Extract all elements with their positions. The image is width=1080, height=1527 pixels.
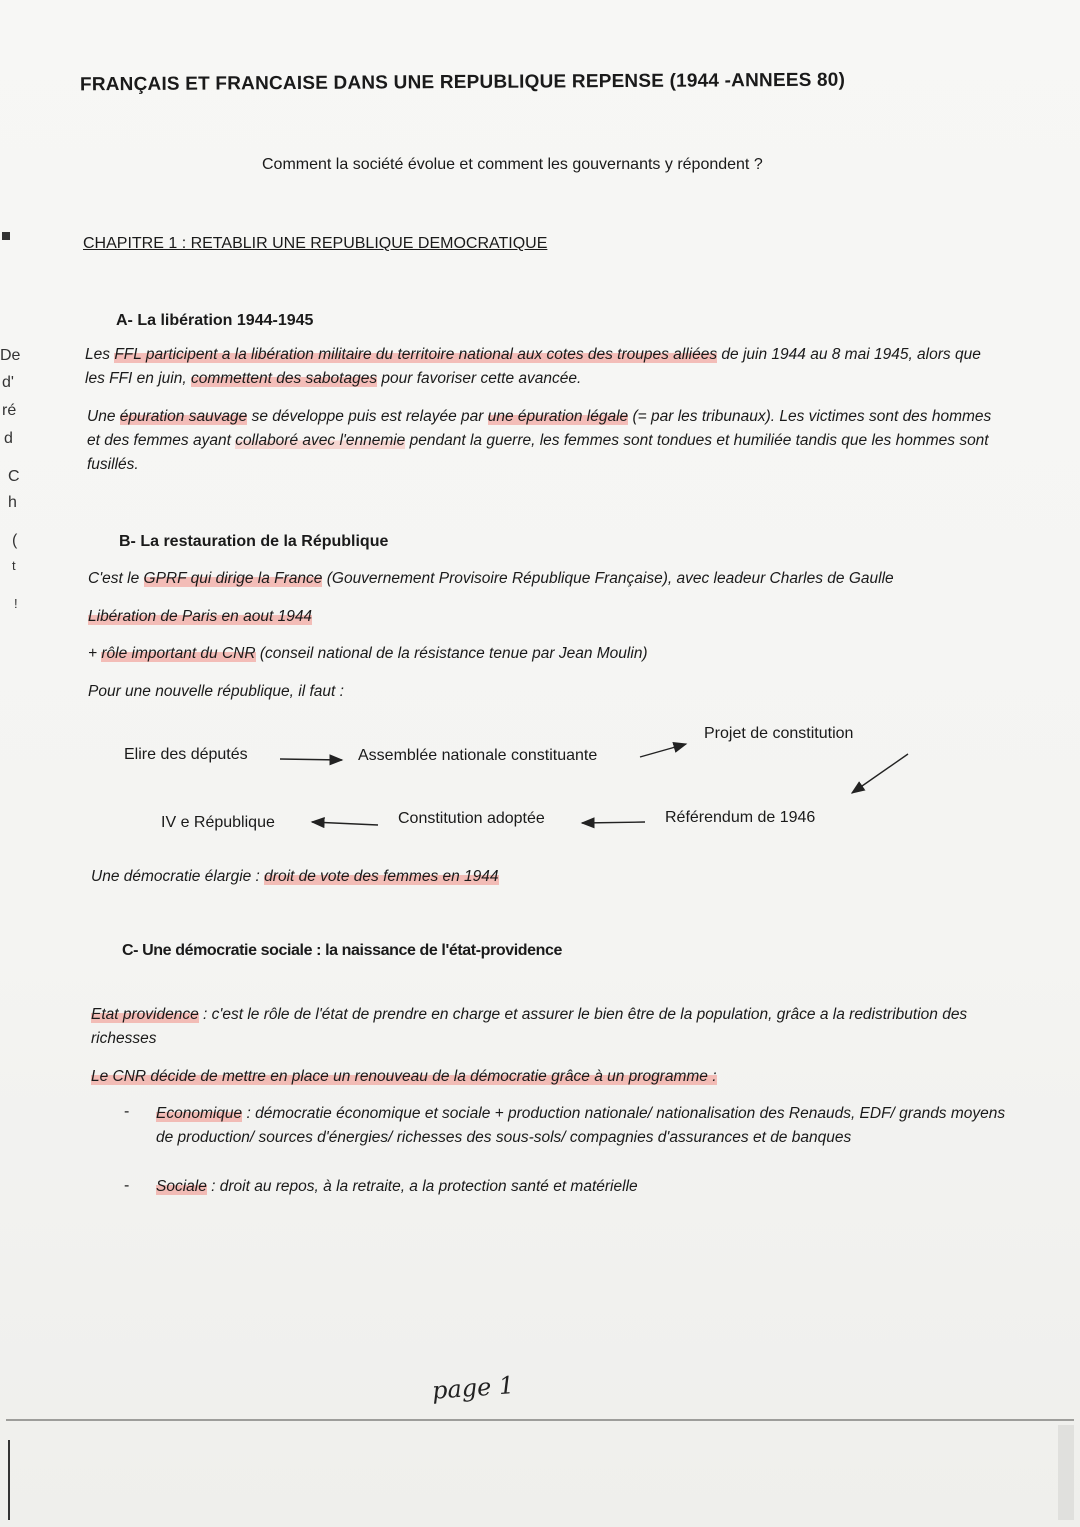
arrow-assemblee-to-projet [640, 744, 686, 757]
section-c-paragraph-2: Le CNR décide de mettre en place un renouveau de la démocratie grâce à un programme : [91, 1068, 717, 1085]
section-c-paragraph-1: Etat providence : c'est le rôle de l'état de prendre en charge et assurer le bien être de la population, grâce a la redistribution des richesses [91, 1006, 968, 1047]
arrow-projet-to-referendum [852, 754, 908, 793]
section-b-line-5: Une démocratie élargie : droit de vote des femmes en 1944 [91, 868, 499, 885]
margin-fragment: h [8, 494, 17, 511]
diagram-ive-republique: IV e République [161, 814, 275, 831]
guiding-question: Comment la société évolue et comment les gouvernants y répondent ? [262, 156, 763, 173]
section-b-line-4: Pour une nouvelle république, il faut : [88, 683, 344, 700]
page-bottom-rule [6, 1419, 1074, 1421]
diagram-assemblee: Assemblée nationale constituante [358, 747, 598, 764]
section-c-heading: C- Une démocratie sociale : la naissance de l'état-providence [122, 942, 563, 959]
bullet-dash: - [124, 1103, 130, 1120]
section-b-line-2: Libération de Paris en aout 1944 [88, 608, 313, 625]
arrow-constitution-to-republique [312, 822, 378, 825]
page-number: page 1 [431, 1371, 516, 1405]
margin-fragment: C [8, 468, 20, 485]
page-edge-line [8, 1440, 10, 1520]
arrow-referendum-to-constitution [582, 822, 645, 823]
margin-fragment: d [4, 430, 13, 447]
margin-fragment: ! [14, 596, 18, 611]
section-b-line-1: C'est le GPRF qui dirige la France (Gouvernement Provisoire République Française), avec leadeur Charles de Gaulle [88, 570, 894, 587]
document-title: FRANÇAIS ET FRANCAISE DANS UNE REPUBLIQUE REPENSE (1944 -ANNEES 80) [79, 69, 846, 96]
section-a-heading: A- La libération 1944-1945 [116, 312, 314, 329]
diagram-referendum: Référendum de 1946 [665, 809, 816, 826]
bullet-sociale: Sociale : droit au repos, à la retraite, a la protection santé et matérielle [156, 1178, 638, 1195]
section-b-line-3: + rôle important du CNR (conseil national de la résistance tenue par Jean Moulin) [88, 645, 648, 662]
section-a-paragraph-1: Les FFL participent a la libération militaire du territoire national aux cotes des troupes alliées de juin 1944 au 8 mai 1945, alors que les FFI en juin, commettent des sabotages pour favoriser cette avancée. [85, 346, 981, 387]
bullet-dash: - [124, 1177, 130, 1194]
diagram-projet-constitution: Projet de constitution [704, 725, 854, 742]
diagram-constitution-adoptee: Constitution adoptée [398, 810, 545, 827]
bullet-economique: Economique : démocratie économique et sociale + production nationale/ nationalisation des Renauds, EDF/ grands moyens de production/ sources d'énergies/ richesses des sous-sols/ compagnies d'assurances et de banques [156, 1105, 1006, 1146]
margin-fragment: ( [12, 532, 18, 549]
section-a-paragraph-2: Une épuration sauvage se développe puis est relayée par une épuration légale (= par les tribunaux). Les victimes sont des hommes et des femmes ayant collaboré avec l'ennemie pendant la guerre, les femmes sont tondues et humiliée tandis que les hommes sont fusillés. [87, 408, 992, 473]
margin-fragment: t [12, 558, 16, 573]
page-edge [1058, 1425, 1074, 1520]
diagram-elire-deputes: Elire des députés [124, 746, 248, 763]
margin-fragment: d' [2, 374, 14, 391]
margin-fragment: De [0, 347, 21, 364]
arrow-elire-to-assemblee [280, 759, 342, 760]
margin-fragment: ré [2, 402, 17, 419]
chapter-heading: CHAPITRE 1 : RETABLIR UNE REPUBLIQUE DEMOCRATIQUE [83, 235, 548, 252]
section-b-heading: B- La restauration de la République [119, 533, 389, 550]
